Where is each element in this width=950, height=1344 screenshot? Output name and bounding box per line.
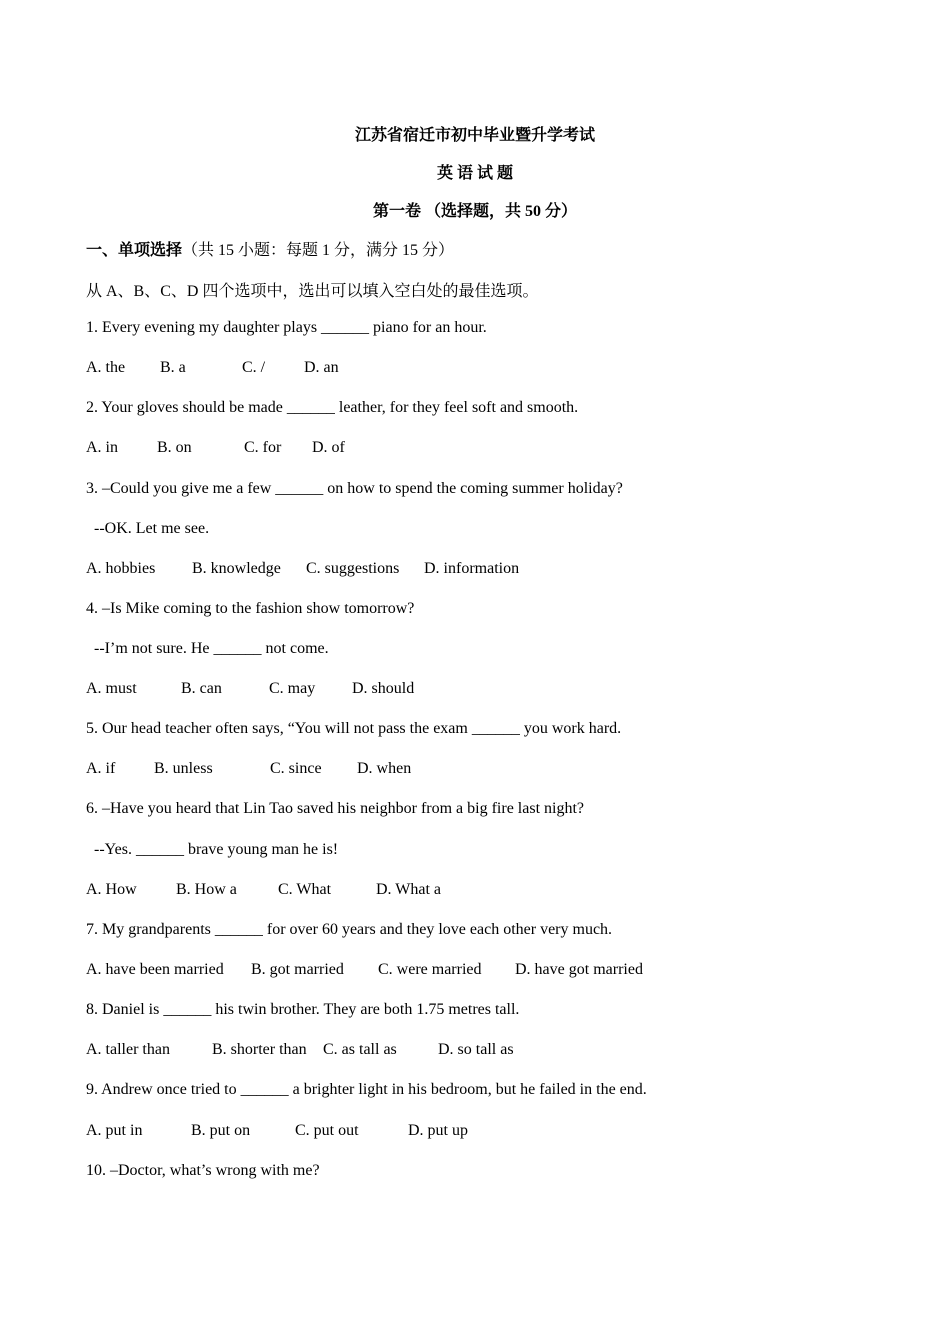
volume-heading: 第一卷 （选择题，共 50 分） xyxy=(372,203,577,220)
exam-subtitle: 英 语 试 题 xyxy=(436,165,513,182)
section-instruction: 从 A、B、C、D 四个选项中，选出可以填入空白处的最佳选项。 xyxy=(86,283,539,300)
section-heading-note: （共 15 小题：每题 1 分，满分 15 分） xyxy=(182,242,455,259)
option-d: D. of xyxy=(312,439,345,456)
option-c: C. suggestions xyxy=(306,560,400,577)
option-c: C. put out xyxy=(295,1122,359,1139)
option-d: D. so tall as xyxy=(438,1041,514,1058)
option-c: C. / xyxy=(242,359,266,376)
option-d: D. put up xyxy=(408,1122,468,1139)
option-a: A. if xyxy=(86,760,116,777)
option-b: B. shorter than xyxy=(212,1041,307,1058)
option-b: B. a xyxy=(160,359,186,376)
question-stem: 9. Andrew once tried to ______ a brighter light in his bedroom, but he failed in the end. xyxy=(86,1081,647,1098)
option-b: B. unless xyxy=(154,760,213,777)
option-b: B. knowledge xyxy=(192,560,281,577)
question-stem: 10. –Doctor, what’s wrong with me? xyxy=(86,1162,320,1179)
option-a: A. the xyxy=(86,359,126,376)
option-b: B. put on xyxy=(191,1122,251,1139)
option-c: C. were married xyxy=(378,961,482,978)
option-a: A. put in xyxy=(86,1122,143,1139)
question-stem: 4. –Is Mike coming to the fashion show tomorrow? xyxy=(86,600,415,617)
option-b: B. can xyxy=(181,680,222,697)
question-stem: 2. Your gloves should be made ______ leather, for they feel soft and smooth. xyxy=(86,399,579,416)
question-reply: --OK. Let me see. xyxy=(94,520,210,537)
question-stem: 3. –Could you give me a few ______ on how to spend the coming summer holiday? xyxy=(86,480,623,497)
question-reply: --Yes. ______ brave young man he is! xyxy=(94,841,339,858)
question-stem: 6. –Have you heard that Lin Tao saved his neighbor from a big fire last night? xyxy=(86,800,585,817)
question-reply: --I’m not sure. He ______ not come. xyxy=(94,640,329,657)
option-a: A. have been married xyxy=(86,961,224,978)
section-heading xyxy=(86,237,454,260)
option-b: B. How a xyxy=(176,881,237,898)
question-stem: 1. Every evening my daughter plays ______ piano for an hour. xyxy=(86,319,487,336)
option-b: B. on xyxy=(157,439,192,456)
option-c: C. What xyxy=(278,881,332,898)
option-d: D. when xyxy=(357,760,412,777)
option-b: B. got married xyxy=(251,961,344,978)
option-c: C. for xyxy=(244,439,282,456)
option-d: D. an xyxy=(304,359,339,376)
option-a: A. hobbies xyxy=(86,560,156,577)
option-c: C. may xyxy=(269,680,316,697)
option-d: D. What a xyxy=(376,881,442,898)
option-c: C. as tall as xyxy=(323,1041,397,1058)
option-d: D. should xyxy=(352,680,415,697)
option-d: D. information xyxy=(424,560,520,577)
question-stem: 7. My grandparents ______ for over 60 years and they love each other very much. xyxy=(86,921,613,938)
option-c: C. since xyxy=(270,760,322,777)
option-a: A. taller than xyxy=(86,1041,170,1058)
option-d: D. have got married xyxy=(515,961,643,978)
exam-title: 江苏省宿迁市初中毕业暨升学考试 xyxy=(354,127,595,144)
option-a: A. must xyxy=(86,680,137,697)
section-heading-bold: 一、单项选择 xyxy=(86,242,183,259)
question-stem: 5. Our head teacher often says, “You will not pass the exam ______ you work hard. xyxy=(86,720,622,737)
option-a: A. How xyxy=(86,881,137,898)
question-stem: 8. Daniel is ______ his twin brother. They are both 1.75 metres tall. xyxy=(86,1001,520,1018)
option-a: A. in xyxy=(86,439,118,456)
